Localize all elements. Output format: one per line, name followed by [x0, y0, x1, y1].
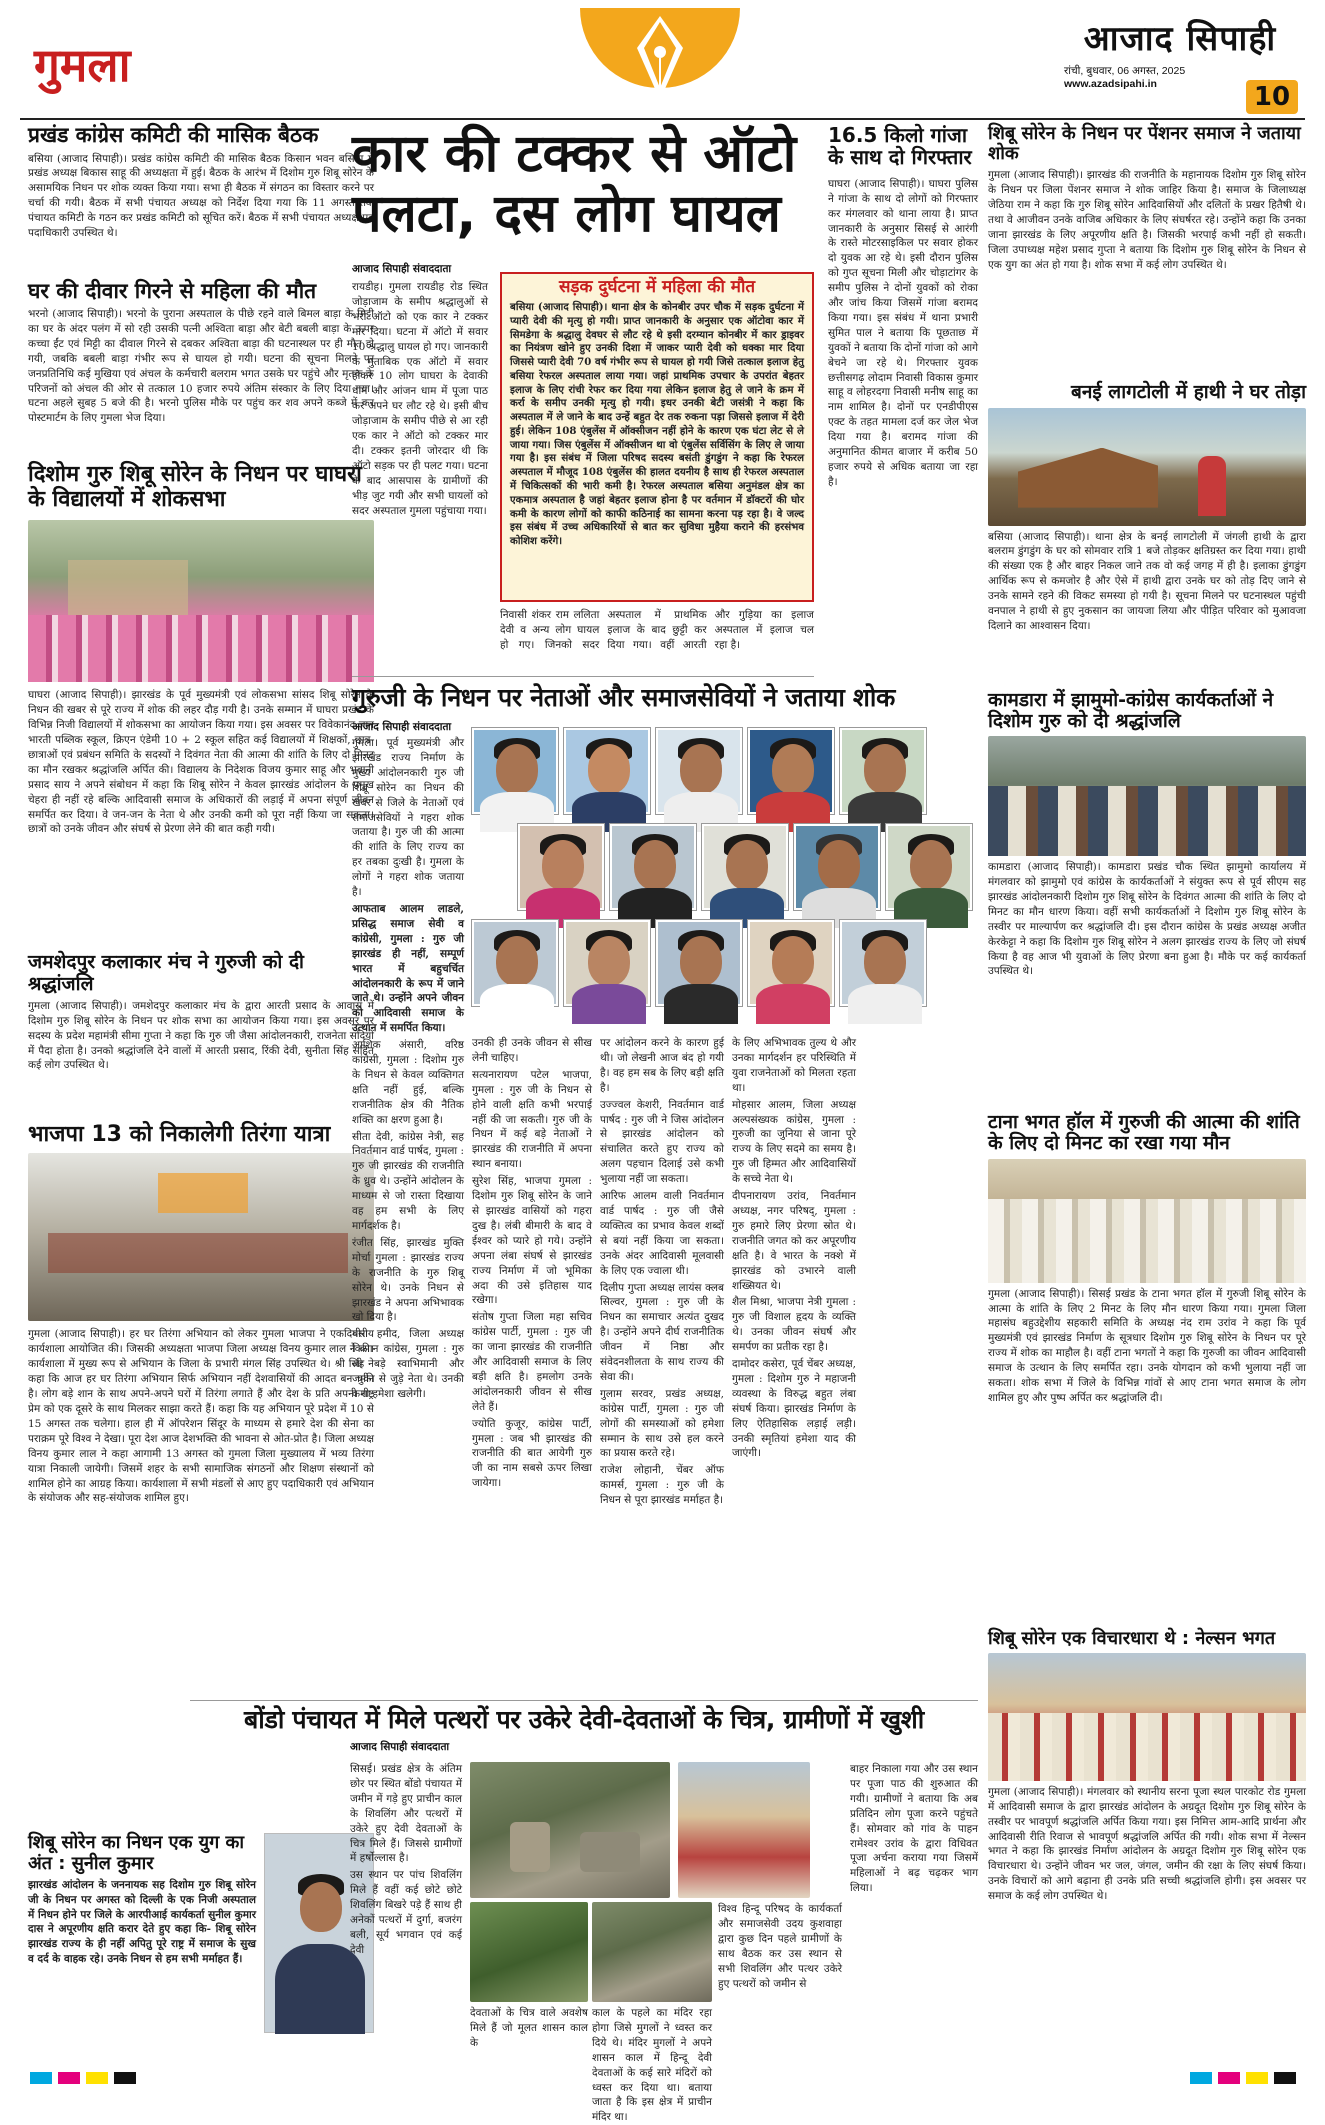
tribute-story	[352, 684, 978, 1704]
stones-caption-a: देवताओं के चित्र वाले अवशेष मिले हैं जो मूलत शासन काल के	[470, 2007, 588, 2049]
story-ganja	[828, 124, 978, 684]
quote-damodar-kasera: दामोदर कसेरा, पूर्व चेंबर अध्यक्ष, गुमला : दिशोम गुरु ने महाजनी व्यवस्था के विरुद्ध बहुत लंबा संघर्ष किया। झारखंड निर्माण के लिए ऐतिहासिक लड़ाई लड़ी। उनकी स्मृतियां हमेशा याद की जाएंगी।	[732, 1358, 856, 1460]
stones-top-rule	[190, 1700, 978, 1701]
quote-sita-devi: सीता देवी, कांग्रेस नेत्री, सह निवर्तमान वार्ड पार्षद, गुमला : गुरु जी झारखंड की राजनीति के ध्रुव थे। उन्होंने आंदोलन के माध्यम से जो रास्ता दिखाया वह हम सभी के लिए मार्गदर्शक है।	[352, 1130, 464, 1232]
portrait-6	[518, 824, 604, 910]
tribute-col2-lead: उनकी ही उनके जीवन से सीख लेनी चाहिए।	[472, 1037, 592, 1064]
photo-elephant-damage	[988, 408, 1306, 526]
page-number: 10	[1253, 82, 1291, 112]
photo-kamdara-tribute	[988, 736, 1306, 856]
story-wall-collapse-headline: घर की दीवार गिरने से महिला की मौत	[28, 278, 317, 303]
story-ganja-headline: 16.5 किलो गांजा के साथ दो गिरफ्तार	[828, 123, 972, 170]
photo-stone-site	[470, 1902, 588, 2002]
portrait-13	[656, 920, 742, 1006]
lead-body-column-a: रायडीह। गुमला रायडीह रोड स्थित जोड़ाजाम के समीप श्रद्धालुओं से भरी ऑटो को एक कार ने टक्कर मार दिया। घटना में ऑटो में सवार 10 श्रद्धालु घायल हो गए। जानकारी के मुताबिक एक ऑटो में सवार होकर 10 लोग घाघरा के देवाकी धाम और आंजन धाम में पूजा पाठ कर अपने घर लौट रहे थे। इसी बीच जोड़ाजाम के समीप पीछे से आ रही एक कार ने ऑटो को टक्कर मार दी। टक्कर इतनी जोरदार थी कि ऑटो सड़क पर ही पलट गया। घटना के बाद आसपास के ग्रामीणों की भीड़ जुट गयी और सभी घायलों को सदर अस्पताल गुमला पहुंचाया गया।	[352, 281, 488, 517]
tribute-intro: गुमला। पूर्व मुख्यमंत्री और झारखंड राज्य निर्माण के मुख्य आंदोलनकारी गुरु जी शिबू सोरेन का निधन की खबर से जिले के नेताओं एवं समाजसेवियों ने गहरा शोक जताया है। गुरु जी की आत्मा की शांति के लिए राज्य का हर तबका दुःखी है। गुमला के लोगों ने गहरा शोक जताया है।	[352, 737, 464, 899]
quote-meera-hameed: मीरा हमीद, जिला अध्यक्ष किसान कांग्रेस, गुमला : गुरु जी बड़े स्वाभिमानी और जमीन से जुड़े नेता थे। उनकी कमी हमेशा खलेगी।	[352, 1328, 464, 1400]
story-jamshedpur-artists-body: गुमला (आजाद सिपाही)। जमशेदपुर कलाकार मंच के द्वारा आरती प्रसाद के आवास में दिशोम गुरु शिबू सोरेन के निधन पर शोक सभा का आयोजन किया गया। इस अवसर पर सदस्य के प्रदेश महामंत्री सीमा गुप्ता ने कहा कि गुरु जी जैसा आंदोलनकारी, राजनेता सदियों में पैदा होता है। उनको श्रद्धांजलि देने वालों में आरती प्रसाद, रिंकी देवी, सुनीता सिंह सहित कई लोग उपस्थित थे।	[28, 999, 374, 1072]
portrait-11	[472, 920, 558, 1006]
portrait-10	[886, 824, 972, 910]
quote-suresh-singh: सुरेश सिंह, भाजपा गुमला : दिशोम गुरु शिबू सोरेन के जाने से झारखंड वासियों को गहरा दुख है। लंबी बीमारी के बाद वे ईश्वर को प्यारे हो गये। उन्होंने अपना लंबा संघर्ष से झारखंड राज्य निर्माण में जो भूमिका अदा की उसे इतिहास याद रखेगा।	[472, 1175, 592, 1307]
quote-shail-mishra: शैल मिश्रा, भाजपा नेत्री गुमला : गुरु जी विशाल हृदय के व्यक्ति थे। उनका जीवन संघर्ष और समर्पण का प्रतीक रहा है।	[732, 1296, 856, 1354]
quote-deepnarayan-oraon: दीपनारायण उरांव, निवर्तमान अध्यक्ष, नगर परिषद्, गुमला : गुरु हमारे लिए प्रेरणा स्रोत थे। राजनीति जगत को कर अपूरणीय क्षति है। वे भारत के नक्शे में झारखंड को उभारने वाली शख्सियत थे।	[732, 1190, 856, 1292]
story-elephant-headline: बनई लागटोली में हाथी ने घर तोड़ा	[1070, 381, 1306, 404]
story-bjp-tiranga-headline: भाजपा 13 को निकालेगी तिरंगा यात्रा	[28, 1121, 331, 1147]
story-pensioners-headline: शिबू सोरेन के निधन पर पेंशनर समाज ने जताया शोक	[988, 123, 1301, 165]
portrait-15	[840, 920, 926, 1006]
dateline: रांची, बुधवार, 06 अगस्त, 2025	[1064, 65, 1186, 78]
portrait-12	[564, 920, 650, 1006]
stones-story	[190, 1705, 978, 2124]
photo-school-condolence	[28, 520, 374, 682]
quote-santosh-gupta: संतोष गुप्ता जिला महा सचिव कांग्रेस पार्टी, गुमला : गुरु जी का जाना झारखंड की राजनीति और आदिवासी समाज के लिए बड़ी क्षति है। हमलोग उनके आंदोलनकारी जीवन से सीख लेते हैं।	[472, 1311, 592, 1413]
stones-col-mid	[592, 2006, 712, 2124]
story-kamdara-body: कामडारा (आजाद सिपाही)। कामडारा प्रखंड चौक स्थित झामुमो कार्यालय में मंगलवार को झामुमो एवं कांग्रेस के कार्यकर्ताओं ने संयुक्त रूप से पूर्व सीएम सह झारखंड आंदोलनकारी दिशोम गुरु शिबू सोरेन के दिवंगत आत्मा की शांति के लिए दो मिनट का मौन धारण किया। वहीं सभी कार्यकर्ताओं ने दिशोम गुरु शिबू सोरेन के तस्वीर पर माल्यार्पण कर श्रद्धांजलि दी। इस दौरान कांग्रेस के प्रखंड अध्यक्ष अजीत केरकेट्टा ने कहा कि दिशोम गुरु शिबू सोरेन ने अलग झारखंड राज्य के लिए जो संघर्ष किया है वह आज भी युवाओं के लिए प्रेरणा बना हुआ है। मौके पर कई कार्यकर्ता उपस्थित थे।	[988, 861, 1306, 978]
box-story-headline: सड़क दुर्घटना में महिला की मौत	[558, 277, 756, 297]
reg-mark-yellow-2	[1246, 2072, 1268, 2084]
stones-para-5: विश्व हिन्दू परिषद के कार्यकर्ता और समाजसेवी उदय कुशवाहा द्वारा कुछ दिन पहले ग्रामीणों के साथ बैठक कर उस स्थान से सभी शिवलिंग और पत्थर उकेरे हुए पत्थरों को जमीन से	[718, 1903, 842, 1990]
portrait-5	[840, 728, 926, 814]
reg-mark-black-2	[1274, 2072, 1296, 2084]
reg-mark-cyan-2	[1190, 2072, 1212, 2084]
reg-mark-yellow	[86, 2072, 108, 2084]
lead-headline-line1: कार की टक्कर से ऑटो	[352, 124, 797, 184]
reg-mark-magenta	[58, 2072, 80, 2084]
story-jamshedpur-artists-headline: जमशेदपुर कलाकार मंच ने गुरुजी को दी श्रद्धांजलि	[28, 951, 304, 995]
tribute-headline: गुरुजी के निधन पर नेताओं और समाजसेवियों ने जताया शोक	[352, 683, 895, 712]
quote-rajesh-lohani: राजेश लोहानी, चेंबर ऑफ कामर्स, गुमला : गुरु जी के निधन से पूरा झारखंड मर्माहत है।	[600, 1464, 724, 1507]
stones-headline: बोंडो पंचायत में मिले पत्थरों पर उकेरे देवी-देवताओं के चित्र, ग्रामीणों में खुशी	[244, 1705, 924, 1734]
portrait-grid	[472, 728, 978, 1028]
portrait-14	[748, 920, 834, 1006]
reg-mark-magenta-2	[1218, 2072, 1240, 2084]
photo-villagers-stones	[678, 1762, 810, 1898]
tribute-byline: आजाद सिपाही संवाददाता	[352, 721, 452, 733]
reg-mark-black	[114, 2072, 136, 2084]
story-pensioners-body: गुमला (आजाद सिपाही)। झारखंड की राजनीति के महानायक दिशोम गुरु शिबू सोरेन के निधन पर जिला पेंशनर समाज ने शोक जाहिर किया है। समाज के जिलाध्यक्ष जेठिया राम ने कहा कि गुरु शिबू सोरेन आदिवासियों और दलितों के प्रखर हितैषी थे। तथा वे आजीवन उनके वाजिब अधिकार के लिए संघर्षरत रहे। उन्होंने कहा कि उनका जाना झारखंड के लिए अपूरणीय क्षति है। जिसकी भरपाई कभी नहीं हो सकती। जिला उपाध्यक्ष महेश प्रसाद गुप्ता ने बताया कि दिशोम गुरु शिबू सोरेन के निधन से एक युग का अंत हो गया है। शोक सभा में कई लोग उपस्थित थे।	[988, 169, 1306, 271]
registration-strip	[0, 2068, 1325, 2087]
stones-para-6: बाहर निकाला गया और उस स्थान पर पूजा पाठ की शुरुआत की गयी। ग्रामीणों ने बताया कि अब प्रतिदिन लोग पूजा करने पहुंचते हैं। सोमवार को गांव के पाहन रामेश्वर उरांव के द्वारा विधिवत पूजा अर्चना कराया गया जिसमें महिलाओं ने बढ़ चढ़कर भाग लिया।	[850, 1763, 978, 1895]
tribute-col3	[600, 1036, 724, 1696]
reg-mark-cyan	[30, 2072, 52, 2084]
quote-ujjwal-kesari: उज्ज्वल केशरी, निवर्तमान वार्ड पार्षद : गुरु जी ने जिस आंदोलन से झारखंड आंदोलन को संचालित करते हुए राज्य को अलग पहचान दिलाई उसे कभी भुलाया नहीं जा सकता।	[600, 1098, 724, 1186]
photo-nelson-bhagat-gathering	[988, 1653, 1306, 1781]
website[interactable]: www.azadsipahi.in	[1064, 78, 1157, 91]
quote-satyanarayan-patel: सत्यनारायण पटेल भाजपा, गुमला : गुरु जी के निधन से होने वाली क्षति कभी भरपाई नहीं की जा सकती। गुरु जी के निधन में कई बड़े नेताओं ने झारखंड की राजनीति में अपना स्थान बनाया।	[472, 1068, 592, 1171]
story-congress-meeting-body: बसिया (आजाद सिपाही)। प्रखंड कांग्रेस कमिटी की मासिक बैठक किसान भवन बसिया में प्रखंड अध्यक्ष बिकास साहू की अध्यक्षता में हुई। बैठक के आरंभ में दिशोम गुरु शिबू सोरेन के असामयिक निधन पर शोक व्यक्त किया गया। सभा ही बैठक में संगठन का विस्तार करने पर चर्चा की गयी। बैठक में सभी पंचायत अध्यक्ष को निर्देश दिया गया कि 11 अगस्त तक पंचायत कमिटी के गठन कर प्रखंड कमिटी को सूचित करें। बैठक में सभी पंचायत अध्यक्ष एवं पदाधिकारी उपस्थित थे।	[28, 152, 374, 240]
masthead-rule	[20, 118, 1305, 120]
box-story-basia	[500, 272, 814, 602]
story-kamdara-headline: कामडारा में झामुमो-कांग्रेस कार्यकर्ताओं ने दिशोम गुरु को दी श्रद्धांजलि	[988, 688, 1274, 732]
tribute-col4-lead: के लिए अभिभावक तुल्य थे और उनका मार्गदर्शन हर परिस्थिति में युवा राजनेताओं को मिलता रहता था।	[732, 1037, 856, 1094]
quote-jyoti-kujur: ज्योति कुजूर, कांग्रेस पार्टी, गुमला : जब भी झारखंड की राजनीति की बात आयेगी गुरु जी का नाम सबसे ऊपर लिखा जायेगा।	[472, 1417, 592, 1490]
masthead	[0, 0, 1325, 118]
quote-ashiq-ansari: आशिक अंसारी, वरिष्ठ कांग्रेसी, गुमला : दिशोम गुरु के निधन से केवल व्यक्तिगत क्षति नहीं हुई, बल्कि राजनीतिक क्षेत्र की नैतिक शक्ति का क्षरण हुआ है।	[352, 1039, 464, 1126]
story-bjp-tiranga-body: गुमला (आजाद सिपाही)। हर घर तिरंगा अभियान को लेकर गुमला भाजपा ने एकदिवसीय कार्यशाला आयोजित की। जिसकी अध्यक्षता भाजपा जिला अध्यक्ष विनय कुमार लाल ने की। कार्यशाला में मुख्य रूप से अभियान के जिला के प्रभारी मंगल सिंह उपस्थित थे। श्री सिंह ने कहा कि आज हर घर तिरंगा अभियान सिर्फ अभियान नहीं देशवासियों की आदत बन चुकी है। लोग बड़े शान के साथ अपने-अपने घरों में तिरंगा लगाते हैं और देश के प्रति अपनी राष्ट्र प्रेम को एक दूसरे के साथ मिलकर साझा करते हैं। कहा कि यह अभियान पूरे प्रदेश में 10 से 15 अगस्त तक चलेगा। हाल ही में ऑपरेशन सिंदूर के माध्यम से हमारे देश की सेना का पराक्रम पूरे विश्व ने देखा। पूरा देश आज देशभक्ति की भावना से ओत-प्रोत है। जिला अध्यक्ष विनय कुमार लाल ने कहा आगामी 13 अगस्त को गुमला जिला मुख्यालय में भव्य तिरंगा यात्रा निकाली जायेगी। जिसमें शहर के सभी सामाजिक संगठनों और शिक्षण संस्थानों को शामिल होने का आग्रह किया। कार्यशाला में सभी मंडलों से आए हुए पदाधिकारी एवं अभियान के संयोजक और सह-संयोजक शामिल हुए।	[28, 1328, 374, 1505]
story-ghaghra-schools-body: घाघरा (आजाद सिपाही)। झारखंड के पूर्व मुख्यमंत्री एवं लोकसभा सांसद शिबू सोरेन के निधन की खबर से पूरे राज्य में शोक की लहर दौड़ गयी है। उनके सम्मान में घाघरा प्रखंड के विभिन्न निजी विद्यालयों में शोकसभा का आयोजन किया गया। इस अवसर पर विवेकानंद ज्ञान भारती पब्लिक स्कूल, क्रिएन एंडेमी 10 + 2 स्कूल सहित कई विद्यालयों में शिक्षकों, छात्र-छात्राओं एवं प्रबंधन समिति के सदस्यों ने दिवंगत नेता की आत्मा की शांति के लिए दो मिनट का मौन रखकर श्रद्धांजलि अर्पित की। विद्यालय के निदेशक विजय कुमार साहू और भवानी प्रसाद साय ने अपने संबोधन में कहा कि शिबू सोरेन ने केवल झारखंड आंदोलन के प्रमुख चेहरा ही नहीं रहे बल्कि आदिवासी समाज के अधिकारों की लड़ाई में अपना संपूर्ण जीवन समर्पित कर दिया। वे जन-जन के नेता थे और उनकी कमी को पूरा नहीं किया जा सकता। छात्रों को उनके जीवन और संघर्ष से प्रेरणा लेने की बात कही गयी।	[28, 689, 374, 836]
lead-bottom-rule	[352, 676, 814, 677]
page-number-badge	[1246, 80, 1298, 114]
tribute-col3-lead: पर आंदोलन करने के कारण हुई थी। जो लेखनी आज बंद हो गयी है। वह हम सब के लिए बड़ी क्षति है।	[600, 1037, 724, 1094]
portrait-4	[748, 728, 834, 814]
portrait-8	[702, 824, 788, 910]
stones-para-2: उस स्थान पर पांच शिवलिंग मिले हैं वहीं कई छोटे छोटे शिवलिंग बिखरे पड़े हैं साथ ही अनेकों पत्थरों में दुर्गा, बजरंग बली, सूर्य भगवान एवं कई देवी	[350, 1869, 462, 1956]
photo-stone-closeup	[592, 1902, 712, 2002]
paper-name: आजाद सिपाही	[1083, 19, 1277, 59]
story-sunil-kumar-body: झारखंड आंदोलन के जननायक सह दिशोम गुरु शिबू सोरेन जी के निधन पर अगस्त को दिल्ली के एक निजी अस्पताल में निधन होने पर जिले के आरपीआई कार्यकर्ता सुनील कुमार दास ने अपूरणीय क्षति करार देते हुए कहा कि- शिबू सोरेन झारखंड राज्य के ही नहीं अपितु पूरे राष्ट्र में समाज के सुख व दर्द के वाहक रहे। उनके निधन से हम सभी मर्माहत हैं।	[28, 1878, 256, 1966]
pen-nib-logo	[575, 8, 745, 113]
photo-bjp-workshop	[28, 1153, 374, 1321]
story-wall-collapse-body: भरनो (आजाद सिपाही)। भरनो के पुराना अस्पताल के पीछे रहने वाले बिमल बाड़ा के मिट्टी का घर के अंदर पलंग में सो रही उसकी पत्नी अश्विता बाड़ा और बेटी बबली बाड़ा के ऊपर कच्चा ईंट एवं मिट्टी का दीवाल गिरने से दबकर अश्विता बाड़ा की घटनास्थल पर ही मौत हो गयी, जबकि बबली बाड़ा गंभीर रूप से घायल हो गयी। घटना की सूचना मिलने पर जनप्रतिनिधि कई मुखिया एवं अंचल के कर्मचारी बलराम भगत उसके घर पहुंचे और मृतक के परिजनों को अंचल की ओर से तत्काल 10 हजार रुपये अंतिम संस्कार के लिए दिया गया। घटना अहले सुबह 5 बजे की है। भरनो पुलिस मौके पर पहुंच कर शव अपने कब्जे में कर पोस्टमार्टम के लिए गुमला भेज दिया।	[28, 308, 374, 425]
story-elephant-body: बसिया (आजाद सिपाही)। थाना क्षेत्र के बनई लागटोली में जंगली हाथी के द्वारा बलराम डुंगडुंग के घर को सोमवार रात्रि 1 बजे तोड़कर क्षतिग्रस्त कर दिया गया। हाथी की संख्या एक है और बाहर निकल जाने तक वो कई जगह में ही है। इलाका डुंगडुंग आर्थिक रूप से कमजोर है और ऐसे में हाथी द्वारा उनके घर को तोड़ दिए जाने से उनके सामने रहने की विकट समस्या हो गयी है। सूचना मिलने पर घटनास्थल पहुंची वनपाल ने हाथी से हुए नुकसान का जायजा लिया और पीड़ित परिवार को मुआवजा दिलाने का आश्वासन दिया।	[988, 530, 1306, 633]
story-tana-bhagat-body: गुमला (आजाद सिपाही)। सिसई प्रखंड के टाना भगत हॉल में गुरुजी शिबू सोरेन के आत्मा के शांति के लिए 2 मिनट के लिए मौन धारण किया गया। गुमला जिला महासंघ बहुउद्देशीय सहकारी समिति के अध्यक्ष नंद राम उरांव ने कहा कि पूर्व मुख्यमंत्री एवं झारखंड निर्माण के सूत्रधार दिशोम गुरु शिबू सोरेन के निधन पर पूरे राज्य में शोक का माहौल है। वहीं टाना भगतों ने कहा कि गुरुजी का जीवन आदिवासी समाज के उत्थान के लिए समर्पित रहा। उनके योगदान को कभी भुलाया नहीं जा सकता। शोक सभा में जिले के विभिन्न गांवों से आए टाना भगत समाज के लोग शामिल हुए और पुष्प अर्पित कर श्रद्धांजलि दी।	[988, 1287, 1306, 1404]
stones-col1	[350, 1762, 462, 2052]
lead-body-continued: निवासी शंकर राम ललिता देवी व अन्य लोग घायल हो गए। जिनको सदर अस्पताल में प्राथमिक इलाज के बाद छुट्टी कर दिया गया। वहीं आरती और गुड़िया का इलाज अस्पताल में इलाज चल रहा है।	[500, 609, 814, 651]
quote-mohsar-alam: मोहसार आलम, जिला अध्यक्ष अल्पसंख्यक कांग्रेस, गुमला : गुरुजी का जुनिया से जाना पूरे राज्य के लिए सदमे का समय है। गुरु जी हिम्मत और आदिवासियों के सच्चे नेता थे।	[732, 1098, 856, 1186]
photo-carved-stones	[470, 1762, 670, 1898]
portrait-3	[656, 728, 742, 814]
quote-gulam-sarvar: गुलाम सरवर, प्रखंड अध्यक्ष, कांग्रेस पार्टी, गुमला : गुरु जी लोगों की समस्याओं को हमेशा सम्मान के साथ उसे हल करने का प्रयास करते रहे।	[600, 1387, 724, 1460]
story-ganja-body: घाघरा (आजाद सिपाही)। घाघरा पुलिस ने गांजा के साथ दो लोगों को गिरफ्तार कर मंगलवार को थाना लाया है। प्राप्त जानकारी के अनुसार सिसई से आरंगी के रास्ते मोटरसाइकिल पर सवार होकर दो युवक आ रहे थे। इसी दौरान पुलिस को गुप्त सूचना मिली और चोड़ाटांगर के समीप पुलिस ने दोनों युवकों को रोका और जांच किया जिसमें गांजा बरामद किया गया। इस संबंध में थाना प्रभारी सुमित पाल ने बताया कि पूछताछ में युवकों ने बताया कि दोनों गांजा को आगे बेचने जा रहे थे। गिरफ्तार युवक छत्तीसगढ़ लोदाम निवासी विकास कुमार साहू व लोहरदगा निवासी मनीष साहू का नाम शामिल है। दोनों पर एनडीपीएस एक्ट के तहत मामला दर्ज कर जेल भेज दिया गया है। बरामद गांजा की अनुमानित कीमत बाजार में करीब 50 हजार रुपये से अधिक बताया जा रहा है।	[828, 177, 978, 488]
lead-headline-line2: पलटा, दस लोग घायल	[352, 184, 781, 244]
box-story-body: बसिया (आजाद सिपाही)। थाना क्षेत्र के कोनबीर उपर चौक में सड़क दुर्घटना में प्यारी देवी की मृत्यु हो गयी। प्राप्त जानकारी के अनुसार एक ऑटोवा कार में सिमडेगा के श्रद्धालु देवघर से लौट रहे थे इसी दरम्यान कोनबीर में कार ड्राइवर का नियंत्रण खोने हुए उनकी दिशा में जाकर प्यारी देवी को धक्का मार दिया जिससे प्यारी देवी 70 वर्ष गंभीर रूप से घायल हो गयी जिसे तत्काल इलाज हेतु बसिया रेफरल अस्पताल लाया गया। जहां प्राथमिक उपचार के उपरांत बेहतर इलाज के लिए रांची रेफर कर दिया गया लेकिन इलाज हेतु ले जाने के क्रम में कर्रा के समीप उनकी मृत्यु हो गयी। इधर उनकी बेटी जसंत्री ने कहा कि अस्पताल में ले जाने के बाद उन्हें बहुत देर तक रुकना पड़ा जिससे इलाज में देरी हुई। लेकिन 108 एंबुलेंस में ऑक्सीजन नहीं होने के कारण एक घंटा लेट से ले जाया गया। जिस एंबुलेंस में ऑक्सीजन था वो एंबुलेंस सर्विसिंग के लिए ले जाया गया है। इस संबंध में जिला परिषद सदस्य बसंती डुंगडुंग ने कहा कि रेफरल अस्पताल में मौजूद 108 एंबुलेंस की हालत दयनीय है साथ ही रेफरल अस्पताल में चिकित्सकों की भारी कमी है। रेफरल अस्पताल बसिया अनुमंडल क्षेत्र का एकमात्र अस्पताल है जहां बेहतर इलाज होना है पर वर्तमान में डॉक्टरों की घोर कमी के कारण लोगों को काफी कठिनाई का सामना करना पड़ रहा है। वे जल्द इस संबंध में उच्च अधिकारियों से बात कर सुविधा मुहैया कराने की हरसंभव कोशिश करेंगे।	[510, 301, 804, 548]
tribute-col2	[472, 1036, 592, 1696]
quote-ranjit-singh: रंजीत सिंह, झारखंड मुक्ति मोर्चा गुमला : झारखंड राज्य के राजनीति के गुरु शिबू सोरेन थे। उनके निधन से झारखंड ने अपना अभिभावक खो दिया है।	[352, 1236, 464, 1324]
column-right	[988, 124, 1306, 2054]
quote-aftab-alam: आफताब आलम लाडले, प्रसिद्ध समाज सेवी व कांग्रेसी, गुमला : गुरु जी झारखंड ही नहीं, सम्पूर्ण भारत में बहुचर्चित आंदोलनकारी के रूप में जाने जाते थे। उन्होंने अपने जीवन को आदिवासी समाज के उत्थान में समर्पित किया।	[352, 902, 464, 1035]
quote-dilip-gupta: दिलीप गुप्ता अध्यक्ष लायंस क्लब सिल्वर, गुमला : गुरु जी के निधन का समाचार अत्यंत दुखद है। उन्होंने अपने दीर्घ राजनीतिक जीवन में निष्ठा और संवेदनशीलता के साथ राज्य की सेवा की।	[600, 1281, 724, 1383]
stones-para-4: काल के पहले का मंदिर रहा होगा जिसे मुगलों ने ध्वस्त कर दिये थे। मंदिर मुगलों ने अपने शासन काल में हिन्दू देवी देवताओं के कई सारे मंदिरों को ध्वस्त कर दिया था। बताया जाता है कि इस क्षेत्र में प्राचीन मंदिर था।	[592, 2007, 712, 2124]
lead-byline: आजाद सिपाही संवाददाता	[352, 263, 452, 275]
stones-para-1: सिसई। प्रखंड क्षेत्र के अंतिम छोर पर स्थित बोंडो पंचायत में जमीन में गड़े हुए प्राचीन काल के शिवलिंग और पत्थरों में उकेरे हुए देवी देवताओं के चित्र मिले हैं। जिससे ग्रामीणों में हर्षोल्लास है।	[350, 1763, 462, 1865]
portrait-1	[472, 728, 558, 814]
paper-brand	[1060, 20, 1300, 116]
story-tana-bhagat-headline: टाना भगत हॉल में गुरुजी की आत्मा की शांति के लिए दो मिनट का रखा गया मौन	[988, 1111, 1300, 1155]
photo-tana-bhagat-hall	[988, 1159, 1306, 1283]
tribute-col1	[352, 736, 464, 1696]
story-nelson-bhagat-body: गुमला (आजाद सिपाही)। मंगलवार को स्थानीय सरना पूजा स्थल पारकोट रोड गुमला में आदिवासी समाज के द्वारा झारखंड आंदोलन के अग्रदूत दिशोम गुरु शिबू सोरेन के तस्वीर पर भावपूर्ण श्रद्धांजलि अर्पित किया गया। इस निमित्त आम-आदि प्रार्थना और आदिवासी रीति रिवाज से भावपूर्ण श्रद्धांजलि अर्पित की गयी। शोक सभा में नेल्सन भगत ने कहा कि झारखंड निर्माण आंदोलन के अग्रदूत दिशोम गुरु शिबू सोरेन एक विचारधारा थे। उन्होंने जीवन भर जल, जंगल, जमीन की रक्षा के लिए संघर्ष किया। उनके विचारों को आगे बढ़ाना ही उनके प्रति सच्ची श्रद्धांजलि होगी। इस अवसर पर समाज के कई लोग उपस्थित थे।	[988, 1785, 1306, 1903]
quote-arif-alam: आरिफ आलम वाली निवर्तमान वार्ड पार्षद : गुरु जी जैसे व्यक्तित्व का प्रभाव केवल शब्दों से बयां नहीं किया जा सकता। उनके अंदर आदिवासी मूलवासी के लिए एक ज्वाला थी।	[600, 1190, 724, 1277]
story-nelson-bhagat-headline: शिबू सोरेन एक विचारधारा थे : नेल्सन भगत	[988, 1627, 1276, 1649]
story-sunil-kumar-headline: शिबू सोरेन का निधन एक युग का अंत : सुनील कुमार	[28, 1832, 244, 1874]
story-ghaghra-schools-headline: दिशोम गुरु शिबू सोरेन के निधन पर घाघरा के विद्यालयों में शोकसभा	[28, 462, 362, 512]
portrait-7	[610, 824, 696, 910]
stones-byline: आजाद सिपाही संवाददाता	[350, 1741, 450, 1753]
portrait-2	[564, 728, 650, 814]
story-congress-meeting-headline: प्रखंड कांग्रेस कमिटी की मासिक बैठक	[28, 123, 319, 147]
stones-col4	[718, 1902, 842, 2054]
portrait-9	[794, 824, 880, 910]
tribute-col4	[732, 1036, 856, 1696]
section-title: गुमला	[34, 38, 131, 92]
stones-col5	[850, 1762, 978, 2052]
